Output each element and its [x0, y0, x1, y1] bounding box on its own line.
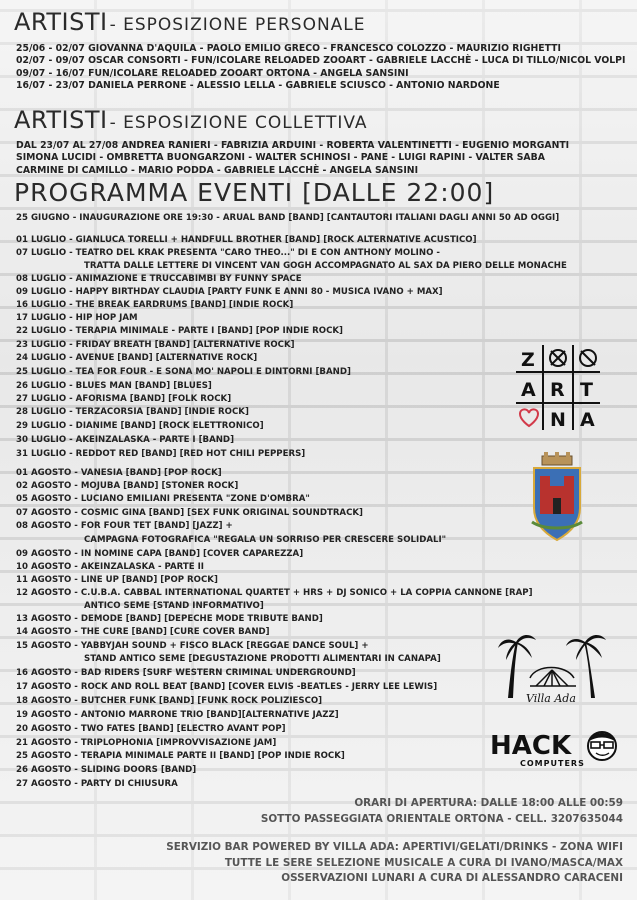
za-letter: A — [580, 409, 595, 431]
event-item: 31 LUGLIO - REDDOT RED [BAND] [RED HOT CHILI PEPPERS] — [16, 449, 306, 459]
event-item: 15 AGOSTO - YABBYJAH SOUND + FISCO BLACK [REGGAE DANCE SOUL] + — [16, 641, 369, 651]
personale-line: 02/07 - 09/07 OSCAR CONSORTI - FUN/ICOLARE RELOADED ZOOART - GABRIELE LACCHÈ - LUCA DI TILLO/NICOL VOLPI — [16, 55, 626, 67]
programma-title: PROGRAMMA EVENTI [DALLE 22:00] — [14, 178, 495, 207]
event-item: 18 AGOSTO - BUTCHER FUNK [BAND] [FUNK ROCK POLIZIESCO] — [16, 696, 323, 706]
za-letter: Z — [521, 349, 535, 371]
event-item: 25 AGOSTO - TERAPIA MINIMALE PARTE II [BAND] [POP INDIE ROCK] — [16, 751, 345, 761]
event-item-continuation: STAND ANTICO SEME [DEGUSTAZIONE PRODOTTI ALIMENTARI IN CANAPA] — [84, 654, 441, 664]
personale-line: 09/07 - 16/07 FUN/ICOLARE RELOADED ZOOART ORTONA - ANGELA SANSINI — [16, 67, 409, 79]
event-item: 14 AGOSTO - THE CURE [BAND] [CURE COVER BAND] — [16, 627, 270, 637]
event-item: 01 AGOSTO - VANESIA [BAND] [POP ROCK] — [16, 468, 222, 478]
personale-subtitle: - ESPOSIZIONE PERSONALE — [109, 15, 366, 35]
event-item: 09 AGOSTO - IN NOMINE CAPA [BAND] [COVER CAPAREZZA] — [16, 549, 304, 559]
event-item: 09 LUGLIO - HAPPY BIRTHDAY CLAUDIA [PARTY FUNK E ANNI 80 - MUSICA IVANO + MAX] — [16, 287, 443, 297]
personale-line: 25/06 - 02/07 GIOVANNA D'AQUILA - PAOLO EMILIO GRECO - FRANCESCO COLOZZO - MAURIZIO RIGHETTI — [16, 43, 561, 54]
services-info — [166, 840, 623, 887]
event-item-continuation: ANTICO SEME [STAND INFORMATIVO] — [84, 601, 264, 611]
hack-subtext: COMPUTERS — [520, 759, 585, 768]
event-item: 29 LUGLIO - DIANIME [BAND] [ROCK ELETTRONICO] — [16, 421, 264, 431]
event-item: 08 AGOSTO - FOR FOUR TET [BAND] [JAZZ] + — [16, 521, 233, 531]
footer-line: OSSERVAZIONI LUNARI A CURA DI ALESSANDRO CARACENI — [281, 872, 623, 885]
event-item: 05 AGOSTO - LUCIANO EMILIANI PRESENTA "ZONE D'OMBRA" — [16, 494, 310, 504]
personale-line: 16/07 - 23/07 DANIELA PERRONE - ALESSIO LELLA - GABRIELE SCIUSCO - ANTONIO NARDONE — [16, 80, 500, 92]
event-item: 01 LUGLIO - GIANLUCA TORELLI + HANDFULL BROTHER [BAND] [ROCK ALTERNATIVE ACUSTICO] — [16, 235, 477, 245]
event-item: 10 AGOSTO - AKEINZALASKA - PARTE II — [16, 562, 205, 572]
villa-ada-text: Villa Ada — [526, 692, 576, 705]
event-item: 28 LUGLIO - TERZACORSIA [BAND] [INDIE ROCK] — [16, 407, 249, 417]
personale-title: ARTISTI — [14, 8, 108, 36]
event-item: 17 AGOSTO - ROCK AND ROLL BEAT [BAND] [COVER ELVIS -BEATLES - JERRY LEE LEWIS] — [16, 682, 438, 692]
event-item-continuation: TRATTA DALLE LETTERE DI VINCENT VAN GOGH ACCOMPAGNATO AL SAX DA PIERO DELLE MONACHE — [84, 261, 567, 271]
ortona-crest-icon — [526, 452, 588, 542]
personale-heading — [14, 8, 366, 36]
event-item: 07 LUGLIO - TEATRO DEL KRAK PRESENTA "CARO THEO..." DI E CON ANTHONY MOLINO - — [16, 248, 440, 258]
za-letter: N — [550, 409, 566, 431]
collettiva-line: DAL 23/07 AL 27/08 ANDREA RANIERI - FABRIZIA ARDUINI - ROBERTA VALENTINETTI - EUGENIO MORGANTI — [16, 140, 570, 151]
event-item: 20 AGOSTO - TWO FATES [BAND] [ELECTRO AVANT POP] — [16, 724, 286, 734]
opening-info — [261, 796, 623, 827]
collettiva-list — [16, 140, 569, 177]
event-item: 27 LUGLIO - AFORISMA [BAND] [FOLK ROCK] — [16, 394, 232, 404]
hack-computers-logo — [490, 726, 620, 770]
za-cross — [581, 351, 595, 365]
event-item: 26 AGOSTO - SLIDING DOORS [BAND] — [16, 765, 197, 775]
event-item: 13 AGOSTO - DEMODE [BAND] [DEPECHE MODE TRIBUTE BAND] — [16, 614, 323, 624]
event-item: 17 LUGLIO - HIP HOP JAM — [16, 313, 138, 323]
event-item: 25 GIUGNO - INAUGURAZIONE ORE 19:30 - ARUAL BAND [BAND] [CANTAUTORI ITALIANI DAGLI ANNI 50 AD OGGI] — [16, 213, 560, 223]
event-item: 30 LUGLIO - AKEINZALASKA - PARTE I [BAND] — [16, 435, 234, 445]
collettiva-title: ARTISTI — [14, 106, 108, 134]
footer-line: ORARI DI APERTURA: DALLE 18:00 ALLE 00:59 — [354, 797, 623, 809]
collettiva-line: SIMONA LUCIDI - OMBRETTA BUONGARZONI - WALTER SCHINOSI - PANE - LUIGI RAPINI - VALTER SABA — [16, 152, 545, 164]
hack-text: HACK — [490, 731, 572, 761]
footer-line: TUTTE LE SERE SELEZIONE MUSICALE A CURA DI IVANO/MASCA/MAX — [224, 856, 623, 869]
event-item: 19 AGOSTO - ANTONIO MARRONE TRIO [BAND][ALTERNATIVE JAZZ] — [16, 710, 339, 720]
event-item: 02 AGOSTO - MOJUBA [BAND] [STONER ROCK] — [16, 481, 239, 491]
event-item: 16 AGOSTO - BAD RIDERS [SURF WESTERN CRIMINAL UNDERGROUND] — [16, 668, 356, 678]
event-item: 22 LUGLIO - TERAPIA MINIMALE - PARTE I [BAND] [POP INDIE ROCK] — [16, 326, 343, 336]
event-item: 24 LUGLIO - AVENUE [BAND] [ALTERNATIVE ROCK] — [16, 353, 258, 363]
event-item: 16 LUGLIO - THE BREAK EARDRUMS [BAND] [INDIE ROCK] — [16, 300, 294, 310]
personale-list — [16, 43, 625, 93]
event-item: 26 LUGLIO - BLUES MAN [BAND] [BLUES] — [16, 381, 212, 391]
event-item: 27 AGOSTO - PARTY DI CHIUSURA — [16, 779, 178, 789]
villa-ada-logo — [496, 628, 608, 706]
event-item: 07 AGOSTO - COSMIC GINA [BAND] [SEX FUNK ORIGINAL SOUNDTRACK] — [16, 508, 363, 518]
event-item: 11 AGOSTO - LINE UP [BAND] [POP ROCK] — [16, 575, 218, 585]
za-letter: R — [550, 379, 565, 401]
za-letter: T — [580, 379, 593, 401]
event-item: 08 LUGLIO - ANIMAZIONE E TRUCCABIMBI BY FUNNY SPACE — [16, 274, 302, 284]
za-letter: A — [521, 379, 536, 401]
event-item: 12 AGOSTO - C.U.B.A. CABBAL INTERNATIONAL QUARTET + HRS + DJ SONICO + LA COPPIA CANNONE [RAP] — [16, 588, 533, 598]
footer-line: SOTTO PASSEGGIATA ORIENTALE ORTONA - CELL. 3207635044 — [260, 812, 623, 825]
event-item: 21 AGOSTO - TRIPLOPHONIA [IMPROVVISAZIONE JAM] — [16, 738, 277, 748]
event-item: 25 LUGLIO - TEA FOR FOUR - E SONA MO' NAPOLI E DINTORNI [BAND] — [16, 367, 351, 377]
zartarna-logo — [512, 342, 604, 434]
collettiva-line: CARMINE DI CAMILLO - MARIO PODDA - GABRIELE LACCHÈ - ANGELA SANSINI — [16, 164, 419, 176]
collettiva-subtitle: - ESPOSIZIONE COLLETTIVA — [109, 113, 368, 133]
event-item-continuation: CAMPAGNA FOTOGRAFICA "REGALA UN SORRISO PER CRESCERE SOLIDALI" — [84, 535, 447, 545]
heart-icon — [520, 409, 538, 426]
collettiva-heading — [14, 106, 368, 134]
footer-line: SERVIZIO BAR POWERED BY VILLA ADA: APERTIVI/GELATI/DRINKS - ZONA WIFI — [166, 841, 623, 853]
event-item: 23 LUGLIO - FRIDAY BREATH [BAND] [ALTERNATIVE ROCK] — [16, 340, 295, 350]
